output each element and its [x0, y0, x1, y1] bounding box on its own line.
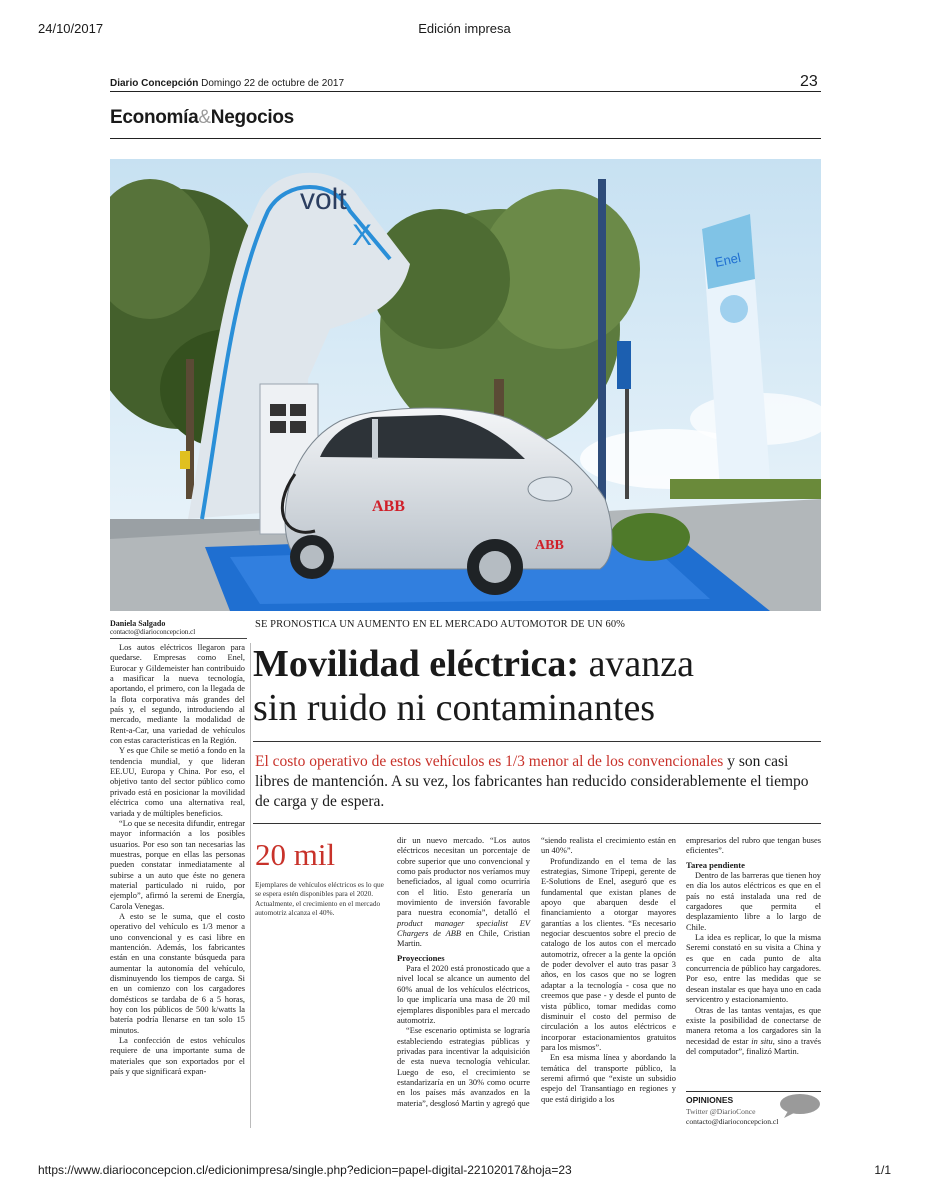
column-divider	[250, 643, 251, 1128]
article-column-5	[686, 836, 821, 1057]
deck	[255, 752, 815, 812]
deck-rule	[253, 823, 821, 824]
headline-rule	[253, 741, 821, 742]
section-rule	[110, 138, 821, 139]
paragraph: Los autos eléctricos llegaron para quedarse. Empresas como Enel, Eurocar y Gildemeister han contribuido a masificar la nueva tecnología, aportando, el primero, con la llegada de la flota corporativa más grandes del país y, el segundo, introduciendo al mercado, mediante la modalidad de Rent-a-Car, una variedad de vehículos con estas características en la Región.	[110, 643, 245, 746]
masthead	[110, 78, 344, 89]
opinions-rule	[686, 1091, 821, 1092]
charger-brand-x-text: X	[352, 219, 373, 252]
article-photo	[110, 159, 821, 611]
paragraph-text: en Chile, Cristian Martin.	[397, 929, 530, 949]
deck-rest: y son casi libres de mantención. A su vez, los fabricantes han reducido considerablemente el tiempo de carga y de espera.	[255, 753, 809, 810]
deck-highlight: El costo operativo de estos vehículos es 1/3 menor al de los convencionales	[255, 753, 724, 770]
headline-rest-1: avanza	[579, 643, 695, 685]
subheading-pending-task: Tarea pendiente	[686, 859, 745, 870]
paragraph: La idea es replicar, lo que la misma Seremi constató en su visita a China y es que en cada punto de alta concurrencia de público hay cargadores. Por eso, entre las medidas que se desean instalar es que haya uno en cada servicentro y estacionamiento.	[686, 933, 821, 1005]
subheading-projections: Proyecciones	[397, 952, 445, 963]
section-part2: Negocios	[210, 107, 294, 128]
car-front-brand-text: ABB	[535, 538, 564, 553]
highlight-caption: Ejemplares de vehículos eléctricos es lo que se espera estén disponibles para el 2020. Actualmente, el crecimiento en el mercado automotriz alcanza el 40%.	[255, 880, 384, 918]
paragraph: “siendo realista el crecimiento están en un 40%”.	[541, 836, 676, 856]
byline-email[interactable]: contacto@diarioconcepcion.cl	[110, 628, 196, 636]
sign-brand-text: Enel	[713, 249, 743, 270]
paragraph: A esto se le suma, que el costo operativo del vehículo es 1/3 menor a uno convencional y es casi libre en mantención. Además, los fabricantes están en una constante búsqueda para aumentar la autonomía del vehículo, disminuyendo los tiempos de carga. Si en un comienzo con los cargadores domésticos se tardaba de 6 a 5 horas, hoy con los públicos de 500 k/watts la batería podría llenarse en tan solo 15 minutos.	[110, 911, 245, 1035]
paragraph: “Lo que se necesita difundir, entregar mayor información a los posibles usuarios. Por eso son tan necesarias las muestras, porque en ellas las personas pueden constatar inmediatamente al subirse a un auto que éste no genera material particulado ni ruido, por ejemplo”, afirmó la seremi de Energía, Carola Venegas.	[110, 818, 245, 911]
section-title	[110, 107, 294, 129]
photo-charging-station	[110, 159, 821, 611]
section-part1: Economía	[110, 107, 199, 128]
kicker: SE PRONOSTICA UN AUMENTO EN EL MERCADO AUTOMOTOR DE UN 60%	[255, 619, 626, 630]
headline	[253, 642, 823, 730]
article-column-1	[110, 643, 245, 1077]
paragraph	[397, 836, 530, 950]
paragraph-text: dir un nuevo mercado. “Los autos eléctricos necesitan un porcentaje de cobre superior que uno convencional y como país productor nos veríamos muy beneficiados, al igual como ocurriría con el litio. Esto generaría un movimiento de inversión favorable para nuestra economía”, detalló el	[397, 836, 530, 918]
print-page-count: 1/1	[874, 1163, 891, 1177]
byline-author: Daniela Salgado	[110, 619, 166, 628]
paragraph: empresarios del rubro que tengan buses eficientes”.	[686, 836, 821, 856]
highlight-number: 20 mil	[255, 837, 336, 872]
opinions-email[interactable]: contacto@diarioconcepcion.cl	[686, 1117, 779, 1126]
paragraph: Para el 2020 está pronosticado que a nivel local se alcance un aumento del 60% anual de los vehículos eléctricos, lo que implicaría una masa de 20 mil ejemplares disponibles para el mercado automotriz.	[397, 964, 530, 1025]
section-amp: &	[198, 107, 211, 128]
paragraph	[686, 1006, 821, 1058]
speech-bubble-icon	[778, 1093, 822, 1123]
paragraph: Profundizando en el tema de las estrategias, Simone Tripepi, gerente de E-Solutions de Enel, aseguró que es fundamental que existan planes de apoyo que abarquen desde el financiamiento a otorgar mayores garantías a los clientes. “Es necesario negociar descuentos sobre el precio de catalogo de los autos con el mercado automotriz, ofrecer a la gente la opción de poder devolver el auto tras pasar 3 años, en los casos que no se logren adaptar a la tecnología - cosa que no creemos que pase - y desde el punto de vista público, tomar medidas como disminuir el costo del permiso de circulación a los autos eléctricos e incorporar estacionamientos gratuitos para los mismos”.	[541, 856, 676, 1052]
paragraph: La confección de estos vehículos requiere de una importante suma de materiales que son exportados por el país y que significará expan-	[110, 1036, 245, 1077]
article-column-4	[541, 836, 676, 1105]
byline-rule	[110, 638, 247, 639]
car-door-brand-text: ABB	[372, 498, 405, 515]
paragraph: Dentro de las barreras que tienen hoy en día los autos eléctricos es que en el país no está instalada una red de cargadores que permita el desplazamiento libre a lo largo de Chile.	[686, 871, 821, 932]
paragraph: En esa misma línea y abordando la temática del transporte público, la seremi afirmó que “existe un subsidio espejo del Transantiago en regiones y que está dirigido a los	[541, 1053, 676, 1104]
print-url[interactable]: https://www.diarioconcepcion.cl/edicionimpresa/single.php?edicion=papel-digital-22102017&hoja=23	[38, 1163, 572, 1177]
paragraph-text: , sino a través del computador”, finalizó Martin.	[686, 1036, 821, 1056]
page-number: 23	[800, 73, 818, 90]
issue-date: Domingo 22 de octubre de 2017	[201, 78, 345, 89]
print-title: Edición impresa	[418, 21, 511, 36]
opinions-title: OPINIONES	[686, 1095, 734, 1105]
opinions-twitter[interactable]: Twitter @DiarioConce	[686, 1107, 756, 1116]
paragraph: Y es que Chile se metió a fondo en la tendencia mundial, y que lideran EE.UU, Europa y China. Por eso, el objetivo tanto del sector público como privado está en posicionar la movilidad eléctrica como una alternativa real, variada y de múltiples beneficios.	[110, 746, 245, 818]
print-date: 24/10/2017	[38, 21, 104, 36]
headline-bold: Movilidad eléctrica:	[253, 643, 580, 685]
paragraph-italic: product manager specialist EV Chargers de ABB	[397, 918, 530, 939]
paragraph-text: Otras de las tantas ventajas, es que existe la posibilidad de conectarse de manera retoma a los cargadores sin la necesidad de estar	[686, 1005, 821, 1046]
paper-name: Diario Concepción	[110, 78, 199, 89]
header-rule	[110, 91, 821, 92]
paragraph: “Ese escenario optimista se lograría estableciendo estrategias públicas y privadas para incentivar la adquisición de esta nueva tecnología vehicular. Luego de eso, el crecimiento se estandarizaría en un 30% como ocurre en los países más avanzados en la materia”, desglosó Martin y agregó que	[397, 1026, 530, 1108]
article-column-3	[397, 836, 530, 1109]
charger-brand-text: volt	[300, 183, 347, 216]
paragraph-italic: in situ	[751, 1036, 773, 1046]
headline-rest-2: sin ruido ni contaminantes	[253, 687, 656, 729]
